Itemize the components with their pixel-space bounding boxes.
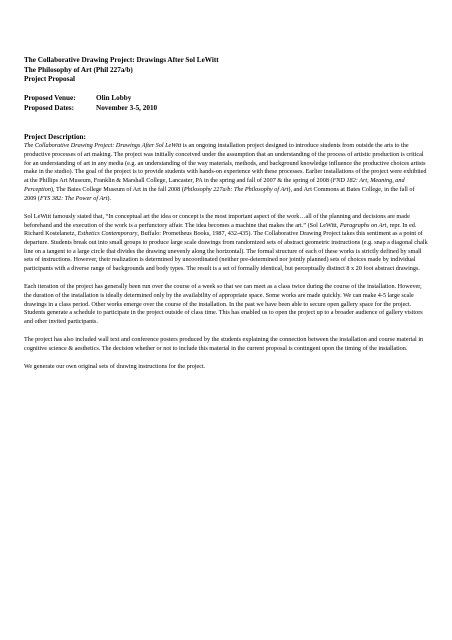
document-type: Project Proposal <box>24 75 76 84</box>
venue-value: Olin Lobby <box>96 94 132 103</box>
course-fnd-182: FND 182: Art, Meaning, and Perception <box>24 177 405 193</box>
course-fys-382: FYS 382: The Power of Art <box>39 194 108 202</box>
venue-row <box>24 94 428 104</box>
dates-label: Proposed Dates: <box>24 103 74 112</box>
paragraph-4: The project has also included wall text and conference posters produced by the students explaining the connection between the installation and course material in cognitive science & aesthetics. The decision whether or not to include this material in the current proposal is contingent upon the timing of the installation. <box>24 336 424 353</box>
dates-value: November 3-5, 2010 <box>96 103 158 112</box>
book-esthetics-contemporary: Esthetics Contemporary <box>77 230 138 238</box>
course-phil-227: Philosophy 227a/b: The Philosophy of Art <box>183 185 289 193</box>
project-title-italic: The Collaborative Drawing Project: Drawings After Sol LeWitt <box>24 142 182 150</box>
paragraph-3: Each iteration of the project has generally been run over the course of a week so that we can meet as a class twice during the course of the installation. However, the duration of the installation is ideally determined only by the availability of appropriate space. Some works are made quickly. We can make 4-5 large scale drawings in a class period. Other works emerge over the course of the installation. In the past we have been able to secure open gallery space for the project. Students generate a schedule to participate in the project outside of class time. This has enabled us to open the project up to a broader audience of gallery visitors and other invited participants. <box>24 283 423 326</box>
project-title: The Collaborative Drawing Project: Drawings After Sol LeWitt <box>24 56 219 64</box>
venue-label: Proposed Venue: <box>24 94 76 103</box>
book-paragraphs-on-art: Paragraphs on Art <box>339 221 387 229</box>
dates-row <box>24 104 428 114</box>
paragraph-1: The Collaborative Drawing Project: Drawings After Sol LeWitt is an ongoing installation project designed to introduce students from outside the arts to the productive processes of art making. The project was initially conceived under the assumption that an understanding of the process of artistic production is critical for an understanding of art in any media (e.g. an understanding of the way materials, methods, and background knowledge influence the productive choices artists make in the studio). The goal of the project is to provide students with hands-on experience with these processes. Earlier installations of the project were exhibited at the Phillips Art Museum, Franklin & Marshall College, Lancaster, PA in the spring and fall of 2007 & the spring of 2008 (FND 182: Art, Meaning, and Perception), The Bates College Museum of Art in the fall 2008 (Philosophy 227a/b: The Philosophy of Art), and Art Commons at Bates College, in the fall of 2009 (FYS 382: The Power of Art). <box>24 142 427 202</box>
paragraph-5: We generate our own original sets of drawing instructions for the project. <box>24 363 206 371</box>
description-heading: Project Description: <box>24 132 86 141</box>
course-title: The Philosophy of Art (Phil 227a/b) <box>24 65 133 74</box>
paragraph-2: Sol LeWitt famously stated that, “In conceptual art the idea or concept is the most important aspect of the work…all of the planning and decisions are made beforehand and the execution of the work is a perfunctory affair. The idea becomes a machine that makes the art.” (Sol LeWitt, Paragraphs on Art, repr. In ed. Richard Kostelanetz, Esthetics Contemporary, Buffalo: Prometheus Books, 1987, 432-435). The Collaborative Drawing Project takes this sentiment as a point of departure. Students break out into small groups to produce large scale drawings from randomized sets of abstract geometric instructions (e.g. snap a diagonal chalk line on a tangent to a large circle that divides the drawing unevenly along the horizontal). The formal structure of each of these works is strictly defined by small sets of instructions. However, their realization is determined by uncoordinated (neither pre-determined nor jointly planned) sets of choices made by individual participants with a diverse range of backgrounds and body types. The result is a set of formally identical, but perceptually distinct 8 x 20 foot abstract drawings. <box>24 212 428 273</box>
